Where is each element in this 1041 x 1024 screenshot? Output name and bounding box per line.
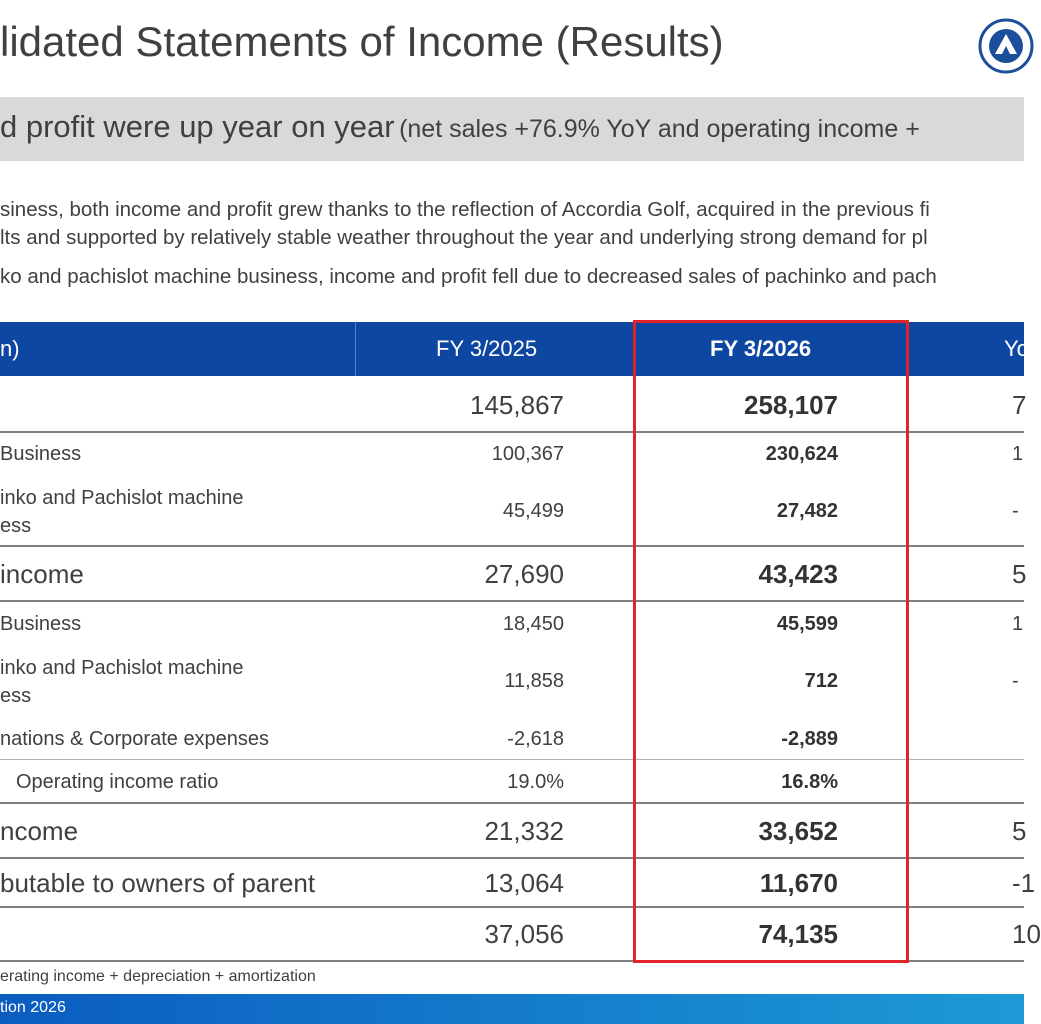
bullet-line-3: ko and pachislot machine business, income and profit fell due to decreased sales of pachinko and pach (0, 265, 937, 288)
bullet-line-2: lts and supported by relatively stable weather throughout the year and underlying strong demand for pl (0, 226, 928, 249)
row-operating-income-yoy: 5 (1012, 559, 1027, 589)
row-pachinko-income-label-2: ess (0, 685, 32, 707)
banner-subtext: (net sales +76.9% YoY and operating income + (399, 115, 920, 143)
row-pachinko-sales-fy2026: 27,482 (776, 500, 838, 522)
row-net-income-yoy: -1 (1012, 868, 1036, 898)
row-eliminations-fy2026: -2,889 (781, 728, 838, 750)
row-ebitda-fy2026: 74,135 (758, 919, 838, 949)
row-pachinko-income-fy2026: 712 (804, 670, 838, 692)
row-golf-sales-fy2025: 100,367 (491, 443, 564, 465)
header-unit: n) (0, 336, 20, 361)
row-ordinary-income-fy2025: 21,332 (484, 816, 564, 846)
bullet-line-1: siness, both income and profit grew thanks to the reflection of Accordia Golf, acquired in the previous fi (0, 198, 930, 221)
page-title: lidated Statements of Income (Results) (0, 18, 724, 65)
row-op-ratio-label: Operating income ratio (16, 771, 219, 793)
row-op-ratio-fy2025: 19.0% (507, 771, 564, 793)
row-golf-income-yoy: 1 (1012, 613, 1024, 635)
row-eliminations-fy2025: -2,618 (507, 728, 564, 750)
row-operating-income-label: income (0, 559, 84, 589)
row-pachinko-sales-label: inko and Pachislot machine (0, 487, 244, 509)
row-golf-income-label: Business (0, 613, 82, 635)
row-pachinko-sales-label-2: ess (0, 515, 32, 537)
row-operating-income-fy2026: 43,423 (758, 559, 838, 589)
row-operating-income-fy2025: 27,690 (484, 559, 564, 589)
footer-text: tion 2026 (0, 999, 66, 1016)
row-golf-sales-fy2026: 230,624 (765, 443, 838, 465)
fy2026-highlight-box (633, 320, 909, 963)
row-ebitda-yoy: 10 (1012, 919, 1041, 949)
row-pachinko-income-fy2025: 11,858 (504, 670, 564, 692)
row-net-income-fy2026: 11,670 (759, 868, 838, 898)
row-golf-income-fy2025: 18,450 (502, 613, 564, 635)
footnote: erating income + depreciation + amortization (0, 968, 316, 985)
row-pachinko-income-label: inko and Pachislot machine (0, 657, 244, 679)
row-golf-sales-label: Business (0, 443, 82, 465)
row-eliminations-label: nations & Corporate expenses (0, 728, 270, 750)
row-golf-income-fy2026: 45,599 (776, 613, 838, 635)
row-op-ratio-fy2026: 16.8% (781, 771, 838, 793)
header-fy2025: FY 3/2025 (436, 336, 538, 361)
row-ebitda-fy2025: 37,056 (484, 919, 564, 949)
row-net-sales-yoy: 7 (1012, 390, 1027, 420)
footer-bar (0, 994, 1024, 1024)
row-ordinary-income-fy2026: 33,652 (758, 816, 838, 846)
row-net-sales-fy2025: 145,867 (470, 390, 564, 420)
row-pachinko-sales-yoy: - (1012, 500, 1019, 522)
row-pachinko-income-yoy: - (1012, 670, 1019, 692)
row-net-income-label: butable to owners of parent (0, 868, 316, 898)
header-fy2026: FY 3/2026 (710, 336, 812, 361)
banner-headline: d profit were up year on year (0, 109, 395, 144)
row-pachinko-sales-fy2025: 45,499 (502, 500, 564, 522)
row-golf-sales-yoy: 1 (1012, 443, 1024, 465)
summary-banner (0, 97, 1024, 161)
header-separator (355, 322, 356, 376)
header-yoy: Yo (1004, 336, 1029, 361)
heiwa-logo-icon (978, 18, 1034, 74)
row-ordinary-income-yoy: 5 (1012, 816, 1027, 846)
row-net-sales-fy2026: 258,107 (744, 390, 838, 420)
row-net-income-fy2025: 13,064 (484, 868, 564, 898)
row-ordinary-income-label: ncome (0, 816, 79, 846)
